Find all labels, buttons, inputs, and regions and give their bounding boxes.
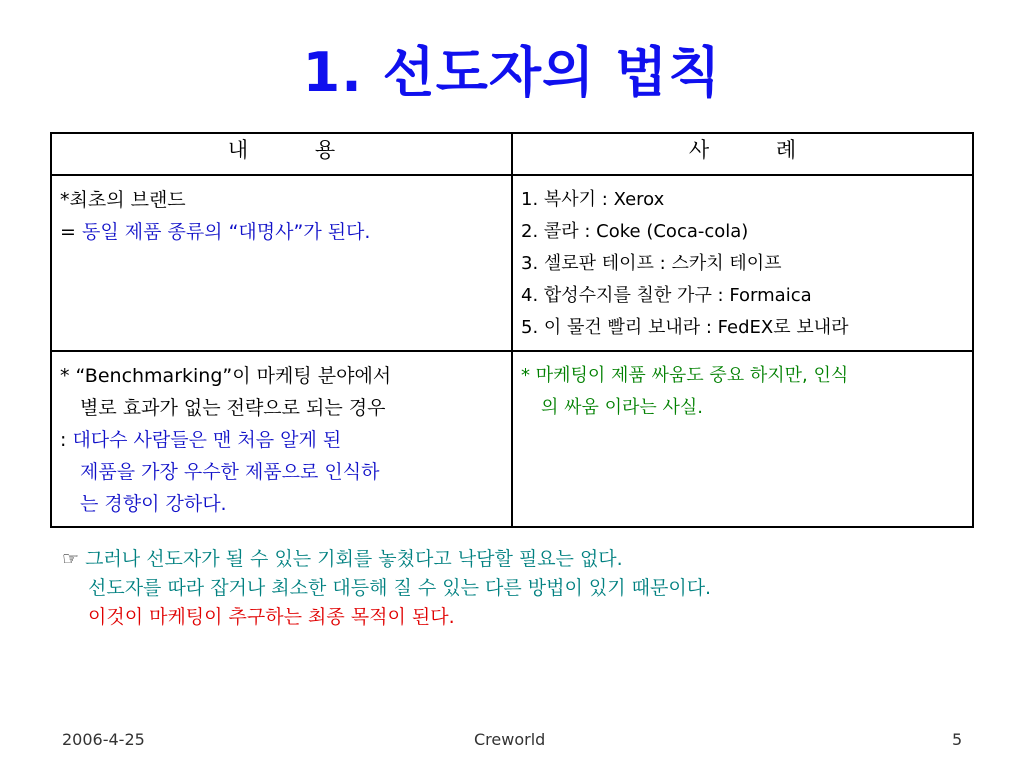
table-row — [51, 175, 973, 351]
row1-heading: *최초의 브랜드 — [60, 189, 186, 211]
content-table — [50, 132, 974, 528]
slide-title: 1. 선도자의 법칙 — [302, 41, 722, 104]
footer-date: 2006-4-25 — [62, 730, 145, 749]
pointing-hand-icon: ☞ — [62, 548, 80, 570]
footer-page-number: 5 — [952, 730, 963, 749]
example-item: 2. 콜라 : Coke (Coca-cola) — [521, 221, 749, 242]
header-examples: 사 례 — [512, 133, 973, 175]
row2-line1: * “Benchmarking”이 마케팅 분야에서 — [60, 365, 392, 387]
row2-line3: : 대다수 사람들은 맨 처음 알게 된 — [60, 429, 342, 451]
example-item: 1. 복사기 : Xerox — [521, 189, 665, 210]
note-line3: 이것이 마케팅이 추구하는 최종 목적이 된다. — [88, 606, 455, 628]
conclusion-note — [62, 545, 711, 632]
footer-company: Creworld — [474, 730, 546, 749]
row2-content-cell — [51, 351, 512, 527]
row2-examples-cell — [512, 351, 973, 527]
row2-example-line2: 의 싸움 이라는 사실. — [541, 397, 703, 418]
example-item: 3. 셀로판 테이프 : 스카치 테이프 — [521, 253, 782, 274]
note-line1: 그러나 선도자가 될 수 있는 기회를 놓쳤다고 낙담할 필요는 없다. — [85, 548, 623, 570]
example-item: 5. 이 물건 빨리 보내라 : FedEX로 보내라 — [521, 317, 849, 338]
header-content: 내 용 — [51, 133, 512, 175]
table-header-row — [51, 133, 973, 175]
row1-definition: = 동일 제품 종류의 “대명사”가 된다. — [60, 221, 371, 243]
example-item: 4. 합성수지를 칠한 가구 : Formaica — [521, 285, 812, 306]
row2-example-line1: * 마케팅이 제품 싸움도 중요 하지만, 인식 — [521, 365, 849, 386]
row2-line5: 는 경향이 강하다. — [80, 493, 227, 515]
row1-definition-text: 동일 제품 종류의 “대명사”가 된다. — [81, 221, 371, 243]
row2-line2: 별로 효과가 없는 전략으로 되는 경우 — [80, 397, 386, 419]
note-line2: 선도자를 따라 잡거나 최소한 대등해 질 수 있는 다른 방법이 있기 때문이다. — [88, 577, 712, 599]
table-row — [51, 351, 973, 527]
row1-examples-cell — [512, 175, 973, 351]
row2-line4: 제품을 가장 우수한 제품으로 인식하 — [80, 461, 380, 483]
row1-content-cell — [51, 175, 512, 351]
